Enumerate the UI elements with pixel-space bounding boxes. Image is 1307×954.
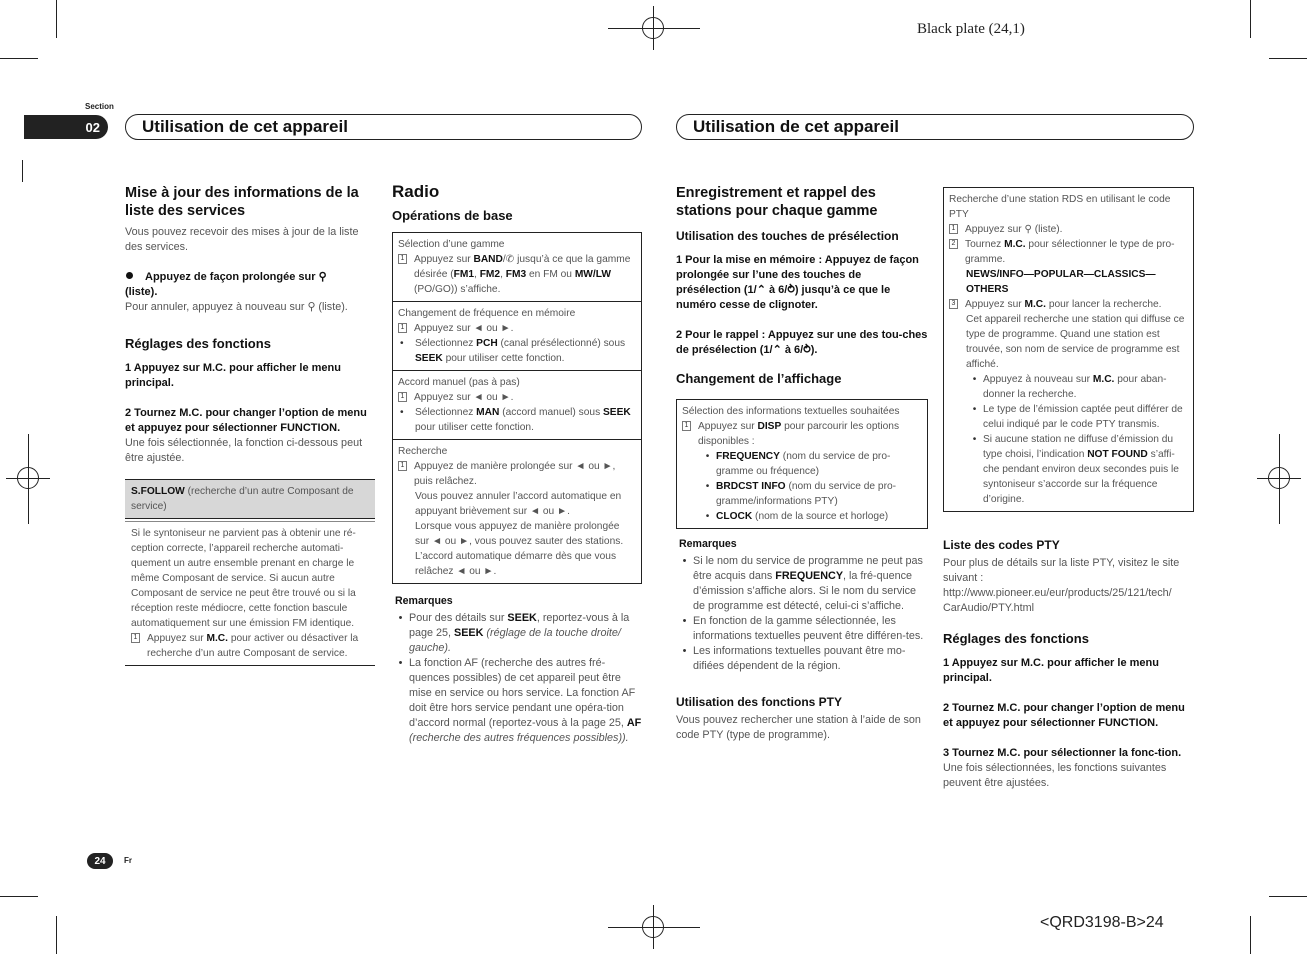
- registration-circle-icon: [642, 916, 664, 938]
- step-number-icon: 2: [949, 239, 958, 249]
- text: pour sélectionner le type de pro-gramme.: [965, 239, 1175, 265]
- table-section-memory: [393, 302, 641, 371]
- step-number-icon: 1: [131, 633, 140, 643]
- step-text: [965, 297, 1162, 312]
- note-item: [392, 656, 642, 746]
- text: SEEK: [454, 627, 484, 639]
- paragraph: Vous pouvez rechercher une station à l’aide de son code PTY (type de programme).: [676, 714, 921, 741]
- option-item: [682, 479, 922, 509]
- text: Appuyez sur: [698, 421, 758, 432]
- step-detail: Lorsque vous appuyez de manière prolongée sur ◄ ou ►, vous pouvez sauter des stations. L’accord automatique démarre dès que vous relâchez ◄ ou ►.: [415, 521, 624, 577]
- crop-mark: [22, 160, 23, 182]
- text: Si le nom du service de programme ne peut pas être acquis dans: [693, 555, 923, 582]
- text: Appuyez sur: [414, 254, 474, 265]
- registration-circle-icon: [642, 17, 664, 39]
- step-1: 1 Appuyez sur M.C. pour afficher le menu principal.: [943, 657, 1159, 684]
- option-item: [949, 432, 1188, 507]
- bullet-icon: •: [972, 404, 977, 415]
- text: M.C.: [1024, 299, 1046, 310]
- text: M.C.: [1092, 374, 1115, 385]
- heading-service-list-update: Mise à jour des informations de la liste des services: [125, 185, 359, 219]
- text: (accord manuel) sous: [499, 407, 603, 418]
- text: MAN: [476, 407, 500, 418]
- text: Appuyez sur: [147, 633, 207, 644]
- document-code: <QRD3198-B>24: [1040, 914, 1164, 931]
- text: Appuyez à nouveau sur: [983, 374, 1093, 385]
- step-detail: Cet appareil recherche une station qui diffuse ce type de programme. Quand une station est trouvée, son nom de service de programme est affiché.: [966, 314, 1185, 370]
- option-text: Le type de l’émission captée peut différer de celui indiqué par le code PTY transmis.: [983, 404, 1183, 430]
- option-text: [716, 479, 922, 509]
- option-text: [983, 432, 1188, 507]
- sfollow-table: [125, 479, 375, 666]
- heading-radio: Radio: [392, 182, 440, 201]
- section-title: Sélection d’une gamme: [398, 239, 505, 250]
- text: pour utiliser cette fonction.: [415, 422, 534, 433]
- step-text: [965, 222, 1063, 237]
- step-text: [147, 631, 369, 661]
- paragraph: Une fois sélectionnée, la fonction ci-dessous peut être ajustée.: [125, 437, 363, 464]
- text: AF: [626, 717, 642, 729]
- option-item: [682, 449, 922, 479]
- section-title: Recherche: [398, 446, 448, 457]
- table-section-manual: [393, 371, 641, 440]
- table-section-band: [393, 233, 641, 302]
- note-item: [676, 554, 928, 614]
- step-number-icon: 3: [949, 299, 958, 309]
- pty-url-link[interactable]: http://www.pioneer.eu/eur/products/25/121/tech/ CarAudio/PTY.html: [943, 587, 1172, 614]
- section-title: Utilisation de cet appareil: [142, 117, 348, 136]
- step-1: 1 Appuyez sur M.C. pour afficher le menu principal.: [125, 362, 341, 389]
- notes-heading: Remarques: [679, 538, 737, 550]
- text: s’affi-che pendant environ deux secondes puis le syntoniseur s’accorde sur la fréquence d’origine.: [983, 449, 1179, 505]
- step-text: [414, 252, 636, 297]
- bullet-dot-icon: [126, 272, 133, 279]
- column-2: [392, 184, 642, 746]
- section-title: Sélection des informations textuelles souhaitées: [682, 406, 900, 417]
- step-number-icon: 1: [398, 461, 407, 471]
- notes-heading: Remarques: [395, 595, 453, 607]
- bullet-icon: •: [705, 511, 710, 522]
- section-number: 02: [24, 115, 108, 139]
- section-header-left: [125, 114, 642, 140]
- instruction-text: (liste).: [125, 286, 158, 298]
- step-text: Appuyez de manière prolongée sur ◄ ou ►, puis relâchez.: [414, 461, 616, 487]
- text: (nom de la source et horloge): [752, 511, 889, 522]
- text: ,: [474, 269, 480, 280]
- heading-function-settings: Réglages des fonctions: [943, 631, 1089, 646]
- bullet-icon: •: [400, 338, 404, 349]
- section-title: Recherche d’une station RDS en utilisant le code PTY: [949, 194, 1171, 220]
- text: NOT FOUND: [1087, 449, 1148, 460]
- step-1: 1 Pour la mise en mémoire : Appuyez de façon prolongée sur l’une des touches de présélection (1/⌃ à 6/⥁) jusqu’à ce que le numéro cesse de clignoter.: [676, 254, 919, 311]
- text: /: [502, 254, 506, 265]
- step-text: [698, 419, 922, 449]
- note-text: Les informations textuelles pouvant être mo-difiées dépendent de la région.: [693, 645, 906, 672]
- bullet-icon: •: [398, 657, 403, 669]
- paragraph: [125, 300, 375, 315]
- registration-circle-icon: [1268, 467, 1290, 489]
- text: Pour des détails sur: [409, 612, 508, 624]
- crop-mark: [0, 896, 38, 897]
- program-types: NEWS/INFO—POPULAR—CLASSICS—OTHERS: [966, 269, 1156, 295]
- text: en FM ou: [526, 269, 575, 280]
- display-table: [676, 399, 928, 529]
- text: (liste).: [1031, 224, 1063, 235]
- pty-search-table: [943, 187, 1194, 512]
- heading-store-recall: Enregistrement et rappel des stations pour chaque gamme: [676, 185, 878, 219]
- text: jusqu’à ce que la gamme désirée (: [414, 254, 631, 280]
- option-item: [949, 402, 1188, 432]
- crop-mark: [56, 916, 57, 954]
- paragraph: Vous pouvez recevoir des mises à jour de la liste des services.: [125, 226, 359, 253]
- step-2: 2 Tournez M.C. pour changer l’option de menu et appuyez pour sélectionner FUNCTION.: [943, 702, 1185, 729]
- bullet-icon: •: [705, 451, 710, 462]
- heading-pty-functions: Utilisation des fonctions PTY: [676, 695, 843, 709]
- step-number-icon: 1: [682, 421, 691, 431]
- step-number-icon: 1: [398, 392, 407, 402]
- text: pour utiliser cette fonction.: [442, 353, 565, 364]
- bullet-text: [415, 336, 636, 366]
- column-1: [125, 184, 375, 666]
- text: (PO/GO)) s’affiche.: [414, 284, 501, 295]
- operations-table: [392, 232, 642, 584]
- plate-label: Black plate (24,1): [917, 21, 1025, 37]
- text: , reportez-vous à la page 25,: [409, 612, 630, 639]
- crop-mark: [0, 58, 38, 59]
- option-text: [716, 449, 922, 479]
- text: M.C.: [1004, 239, 1026, 250]
- text: ,: [500, 269, 506, 280]
- text: Appuyez sur: [965, 299, 1025, 310]
- text: (liste).: [318, 301, 348, 313]
- function-desc: (recherche d’un autre Composant de service): [131, 486, 354, 512]
- note-item: [676, 614, 928, 644]
- search-icon: ⚲: [318, 271, 327, 283]
- step-detail: Vous pouvez annuler l’accord automatique en appuyant brièvement sur ◄ ou ►.: [415, 491, 622, 517]
- text: La fonction AF (recherche des autres fré-quences possibles) de cet appareil peut être mise en service ou hors service. La fonction AF doit être hors service pendant une opéra-tion d’accord normal (reportez-vous à la page 25,: [409, 657, 636, 729]
- note-item: [676, 644, 928, 674]
- paragraph: Une fois sélectionnées, les fonctions suivantes peuvent être ajustées.: [943, 762, 1167, 789]
- note-text: [409, 656, 642, 746]
- crop-mark: [1269, 58, 1307, 59]
- note-item: [392, 611, 642, 656]
- search-icon: ⚲: [307, 301, 316, 313]
- phone-icon: ✆: [505, 254, 515, 265]
- text: MW/LW: [574, 269, 612, 280]
- sfollow-body: Si le syntoniseur ne parvient pas à obtenir une ré-ception correcte, l’appareil recherche automati-quement un autre ensemble prenant en charge le même Composant de service. Si aucun autre Composant de service ne peut être trouvé ou si la réception reste médiocre, cette fonction bascule automatiquement sur une émission FM identique.: [125, 521, 375, 631]
- section-title: Utilisation de cet appareil: [693, 117, 899, 136]
- bullet-icon: •: [682, 615, 687, 627]
- text: FM3: [505, 269, 527, 280]
- bullet-icon: •: [682, 555, 687, 567]
- crop-mark: [56, 0, 57, 38]
- heading-change-display: Changement de l’affichage: [676, 371, 842, 386]
- text: SEEK: [603, 407, 631, 418]
- step-number-icon: 1: [398, 323, 407, 333]
- text: , la fré-quence d’émission s’affiche alors. Si le nom du service de programme est détecté, celui-ci s’affiche.: [693, 570, 917, 612]
- page-number: 24: [87, 853, 113, 869]
- step-text: [965, 237, 1188, 267]
- text: BAND: [473, 254, 503, 265]
- note-text: [409, 611, 642, 656]
- step-2: 2 Pour le rappel : Appuyez sur une des tou-ches de présélection (1/⌃ à 6/⥁).: [676, 329, 928, 356]
- paragraph: Pour plus de détails sur la liste PTY, visitez le site suivant :: [943, 557, 1180, 584]
- function-name: S.FOLLOW: [131, 486, 185, 497]
- crop-mark: [1269, 896, 1307, 897]
- option-item: [949, 372, 1188, 402]
- text: pour activer ou désactiver la recherche d’un autre Composant de service.: [147, 633, 359, 659]
- text: FREQUENCY: [775, 570, 844, 582]
- bullet-icon: •: [398, 612, 403, 624]
- bullet-icon: •: [705, 481, 710, 492]
- bullet-icon: •: [972, 374, 977, 385]
- sfollow-step: [125, 631, 375, 661]
- heading-pty-codes: Liste des codes PTY: [943, 538, 1060, 552]
- text: pour lancer la recherche.: [1045, 299, 1162, 310]
- sfollow-header: [125, 479, 375, 519]
- section-title: Accord manuel (pas à pas): [398, 377, 520, 388]
- text: pour parcourir les options disponibles :: [698, 421, 900, 447]
- option-text: [983, 372, 1188, 402]
- text: FM1: [453, 269, 475, 280]
- table-section-seek: [393, 440, 641, 583]
- section-label: Section: [85, 102, 114, 111]
- text: BRDCST INFO: [716, 481, 786, 492]
- text: M.C.: [206, 633, 228, 644]
- bullet-icon: •: [682, 645, 687, 657]
- text: (canal présélectionné) sous: [497, 338, 626, 349]
- step-3: 3 Tournez M.C. pour sélectionner la fonc-tion.: [943, 747, 1182, 759]
- heading-preset-keys: Utilisation des touches de présélection: [676, 229, 899, 243]
- search-icon: ⚲: [1024, 224, 1032, 235]
- heading-basic-operations: Opérations de base: [392, 208, 513, 223]
- text: Sélectionnez: [415, 407, 477, 418]
- text: SEEK: [507, 612, 537, 624]
- text: pour aban-donner la recherche.: [983, 374, 1167, 400]
- step-text: Appuyez sur ◄ ou ►.: [414, 392, 514, 403]
- registration-circle-icon: [17, 467, 39, 489]
- text: PCH: [476, 338, 498, 349]
- bullet-icon: •: [972, 434, 977, 445]
- text: (nom du service de pro-gramme/informations PTY): [716, 481, 897, 507]
- step-number-icon: 1: [398, 254, 407, 264]
- step-text: Appuyez sur ◄ ou ►.: [414, 323, 514, 334]
- text: FREQUENCY: [716, 451, 780, 462]
- instruction-text: Appuyez de façon prolongée sur: [145, 271, 316, 283]
- step-number-icon: 1: [949, 224, 958, 234]
- text: Pour annuler, appuyez à nouveau sur: [125, 301, 305, 313]
- note-text: En fonction de la gamme sélectionnée, les informations textuelles peuvent être différen-tes.: [693, 615, 924, 642]
- text: CLOCK: [716, 511, 753, 522]
- text: Appuyez sur: [965, 224, 1025, 235]
- crop-mark: [1250, 0, 1251, 38]
- text: Si aucune station ne diffuse d’émission du type choisi, l’indication: [983, 434, 1174, 460]
- bullet-text: [415, 405, 636, 435]
- text: FM2: [479, 269, 501, 280]
- section-header-right: [676, 114, 1194, 140]
- column-3: [676, 184, 928, 743]
- text: Sélectionnez: [415, 338, 477, 349]
- text: (réglage de la touche droite/ gauche).: [409, 627, 621, 654]
- heading-function-settings: Réglages des fonctions: [125, 336, 271, 351]
- text: SEEK: [415, 353, 443, 364]
- text: (recherche des autres fréquences possibles)).: [409, 732, 629, 744]
- crop-mark: [1250, 916, 1251, 954]
- language-label: Fr: [124, 856, 132, 865]
- option-text: [716, 509, 888, 524]
- bullet-instruction: [125, 270, 375, 300]
- step-2: 2 Tournez M.C. pour changer l’option de menu et appuyez pour sélectionner FUNCTION.: [125, 407, 367, 434]
- section-title: Changement de fréquence en mémoire: [398, 308, 576, 319]
- option-item: [682, 509, 922, 524]
- text: Tournez: [965, 239, 1005, 250]
- text: DISP: [757, 421, 782, 432]
- note-text: [693, 554, 928, 614]
- column-4: [943, 187, 1194, 791]
- text: (nom du service de pro-gramme ou fréquence): [716, 451, 891, 477]
- bullet-icon: •: [400, 407, 404, 418]
